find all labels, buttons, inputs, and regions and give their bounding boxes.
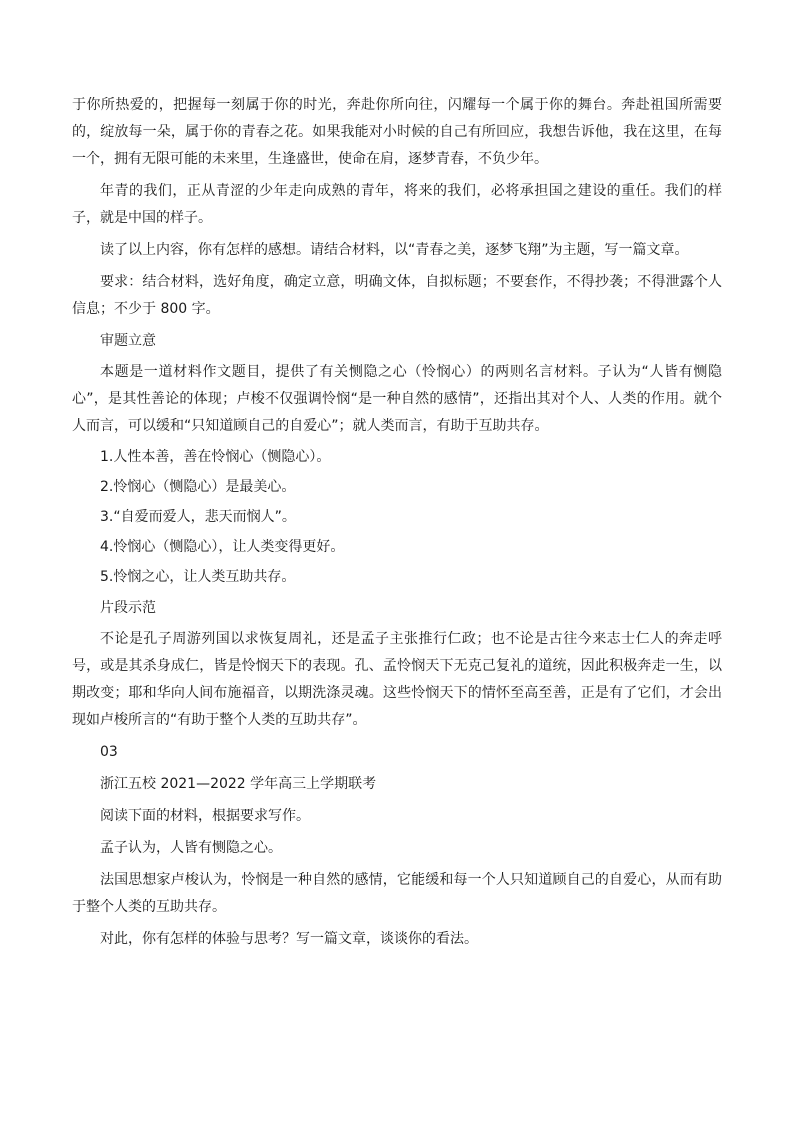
exam-source: 浙江五校 2021—2022 学年高三上学期联考 [100,776,377,792]
heading-sample-passage: 片段示范 [100,600,156,616]
paragraph-mencius: 孟子认为，人皆有恻隐之心。 [100,840,282,856]
section-number: 03 [100,744,118,760]
paragraph-sample-passage: 不论是孔子周游列国以求恢复周礼，还是孟子主张推行仁政；也不论是古往今来志士仁人的奔走呼号，或是其杀身成仁，皆是怜悯天下的表现。孔、孟怜悯天下无克己复礼的道统，因此积极奔走一生，以期改变；耶和华向人间布施福音，以期洗涤灵魂。这些怜悯天下的情怀至高至善，正是有了它们，才会出现如卢梭所言的“有助于整个人类的互助共存”。 [72,631,722,728]
paragraph-prompt-instruction: 读了以上内容，你有怎样的感想。请结合材料，以“青春之美，逐梦飞翔”为主题，写一篇文章。 [100,242,689,258]
list-item: 1.人性本善，善在怜悯心（恻隐心）。 [100,449,331,465]
paragraph-read-material: 阅读下面的材料，根据要求写作。 [100,808,310,824]
list-item: 5.怜悯之心，让人类互助共存。 [100,569,296,585]
list-item: 4.怜悯心（恻隐心），让人类变得更好。 [100,539,345,555]
thesis-list [72,445,722,589]
paragraph-our-image: 年青的我们，正从青涩的少年走向成熟的青年，将来的我们，必将承担国之建设的重任。我们的样子，就是中国的样子。 [72,183,722,226]
paragraph-topic-analysis: 本题是一道材料作文题目，提供了有关恻隐之心（怜悯心）的两则名言材料。子认为“人皆有恻隐心”，是其性善论的体现；卢梭不仅强调怜悯“是一种自然的感情”，还指出其对个人、人类的作用。就个人而言，可以缓和“只知道顾自己的自爱心”；就人类而言，有助于互助共存。 [72,364,722,434]
list-item: 3.“自爱而爱人，悲天而悯人”。 [100,509,296,525]
paragraph-final-prompt: 对此，你有怎样的体验与思考？写一篇文章，谈谈你的看法。 [100,931,478,947]
list-item: 2.怜悯心（恻隐心）是最美心。 [100,479,296,495]
paragraph-requirements: 要求：结合材料，选好角度，确定立意，明确文体，自拟标题；不要套作，不得抄袭；不得泄露个人信息；不少于 800 字。 [72,274,722,317]
paragraph-youth-essay-end: 于你所热爱的，把握每一刻属于你的时光，奔赴你所向往，闪耀每一个属于你的舞台。奔赴祖国所需要的，绽放每一朵，属于你的青春之花。如果我能对小时候的自己有所回应，我想告诉他，我在这里，在每一个，拥有无限可能的未来里，生逢盛世，使命在肩，逐梦青春，不负少年。 [72,97,722,167]
document-page [72,92,722,953]
heading-topic-analysis: 审题立意 [100,333,156,349]
paragraph-rousseau: 法国思想家卢梭认为，怜悯是一种自然的感情，它能缓和每一个人只知道顾自己的自爱心，从而有助于整个人类的互助共存。 [72,872,722,915]
